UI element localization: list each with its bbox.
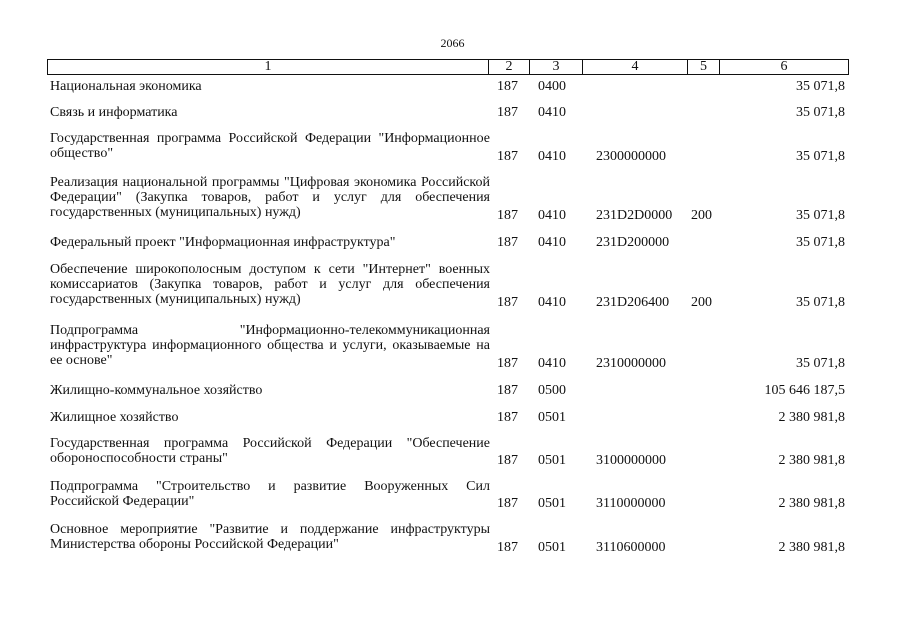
row-col-3: 0410 bbox=[538, 105, 566, 120]
row-col-6: 105 646 187,5 bbox=[764, 383, 845, 398]
row-col-2: 187 bbox=[497, 235, 518, 250]
row-col-6: 2 380 981,8 bbox=[778, 410, 845, 425]
row-col-2: 187 bbox=[497, 540, 518, 555]
row-col-4: 231D206400 bbox=[596, 295, 670, 310]
page-number: 2066 bbox=[440, 36, 465, 50]
table-row bbox=[47, 175, 848, 223]
row-col-2: 187 bbox=[497, 410, 518, 425]
row-col-3: 0410 bbox=[538, 295, 566, 310]
row-name: Жилищно-коммунальное хозяйство bbox=[50, 383, 263, 398]
table-row bbox=[47, 235, 848, 250]
table-row bbox=[47, 79, 848, 94]
table-row bbox=[47, 323, 848, 371]
row-col-6: 35 071,8 bbox=[796, 149, 845, 164]
row-col-3: 0400 bbox=[538, 79, 566, 94]
row-name: Связь и информатика bbox=[50, 105, 178, 120]
row-name: Федеральный проект "Информационная инфраструктура" bbox=[50, 235, 396, 250]
row-col-6: 35 071,8 bbox=[796, 356, 845, 371]
column-header-5: 5 bbox=[688, 60, 720, 75]
table-row bbox=[47, 522, 848, 555]
row-col-3: 0500 bbox=[538, 383, 566, 398]
row-col-4: 2300000000 bbox=[596, 149, 666, 164]
table-row bbox=[47, 479, 848, 509]
row-col-6: 35 071,8 bbox=[796, 235, 845, 250]
column-header-3: 3 bbox=[530, 60, 583, 75]
row-col-4: 2310000000 bbox=[596, 356, 666, 371]
row-col-2: 187 bbox=[497, 295, 518, 310]
row-col-5: 200 bbox=[691, 208, 712, 223]
row-name: Национальная экономика bbox=[50, 79, 202, 94]
column-header-1: 1 bbox=[48, 60, 489, 75]
row-col-2: 187 bbox=[497, 105, 518, 120]
row-name: Государственная программа Российской Федерации "Информационное общество" bbox=[50, 131, 490, 161]
row-name: Государственная программа Российской Федерации "Обеспечение обороноспособности страны" bbox=[50, 436, 490, 466]
table-row bbox=[47, 436, 848, 466]
row-col-4: 3110600000 bbox=[596, 540, 666, 555]
table-row bbox=[47, 383, 848, 398]
row-col-3: 0501 bbox=[538, 540, 566, 555]
row-name: Жилищное хозяйство bbox=[50, 410, 179, 425]
row-name: Подпрограмма "Строительство и развитие Вооруженных Сил Российской Федерации" bbox=[50, 479, 490, 509]
row-col-6: 35 071,8 bbox=[796, 208, 845, 223]
row-col-2: 187 bbox=[497, 356, 518, 371]
row-name: Подпрограмма "Информационно-телекоммуникационная инфраструктура информационного общества и услуги, оказываемые на ее основе" bbox=[50, 323, 490, 368]
row-col-3: 0501 bbox=[538, 410, 566, 425]
row-col-6: 35 071,8 bbox=[796, 79, 845, 94]
column-header-4: 4 bbox=[583, 60, 688, 75]
row-col-4: 231D200000 bbox=[596, 235, 670, 250]
row-name: Обеспечение широкополосным доступом к сети "Интернет" военных комиссариатов (Закупка товаров, работ и услуг для обеспечения государственных (муниципальных) нужд) bbox=[50, 262, 490, 307]
row-col-2: 187 bbox=[497, 149, 518, 164]
row-col-3: 0410 bbox=[538, 208, 566, 223]
row-col-3: 0410 bbox=[538, 356, 566, 371]
row-col-6: 2 380 981,8 bbox=[778, 453, 845, 468]
column-header-2: 2 bbox=[489, 60, 530, 75]
row-col-6: 2 380 981,8 bbox=[778, 496, 845, 511]
table-row bbox=[47, 131, 848, 164]
row-col-3: 0501 bbox=[538, 496, 566, 511]
row-col-3: 0410 bbox=[538, 149, 566, 164]
row-col-4: 231D2D0000 bbox=[596, 208, 673, 223]
row-col-2: 187 bbox=[497, 383, 518, 398]
row-name: Реализация национальной программы "Цифровая экономика Российской Федерации" (Закупка товаров, работ и услуг для обеспечения государственных (муниципальных) нужд) bbox=[50, 175, 490, 220]
table-row bbox=[47, 410, 848, 425]
row-col-2: 187 bbox=[497, 496, 518, 511]
row-col-3: 0410 bbox=[538, 235, 566, 250]
row-col-4: 3110000000 bbox=[596, 496, 666, 511]
row-col-2: 187 bbox=[497, 208, 518, 223]
row-col-3: 0501 bbox=[538, 453, 566, 468]
row-col-6: 35 071,8 bbox=[796, 295, 845, 310]
column-header-table bbox=[47, 59, 849, 75]
table-row bbox=[47, 262, 848, 310]
row-col-2: 187 bbox=[497, 79, 518, 94]
table-row bbox=[47, 105, 848, 120]
row-name: Основное мероприятие "Развитие и поддержание инфраструктуры Министерства обороны Российской Федерации" bbox=[50, 522, 490, 552]
row-col-5: 200 bbox=[691, 295, 712, 310]
row-col-4: 3100000000 bbox=[596, 453, 666, 468]
column-header-6: 6 bbox=[720, 60, 849, 75]
column-header-row bbox=[48, 60, 849, 75]
row-col-6: 35 071,8 bbox=[796, 105, 845, 120]
row-col-6: 2 380 981,8 bbox=[778, 540, 845, 555]
row-col-2: 187 bbox=[497, 453, 518, 468]
